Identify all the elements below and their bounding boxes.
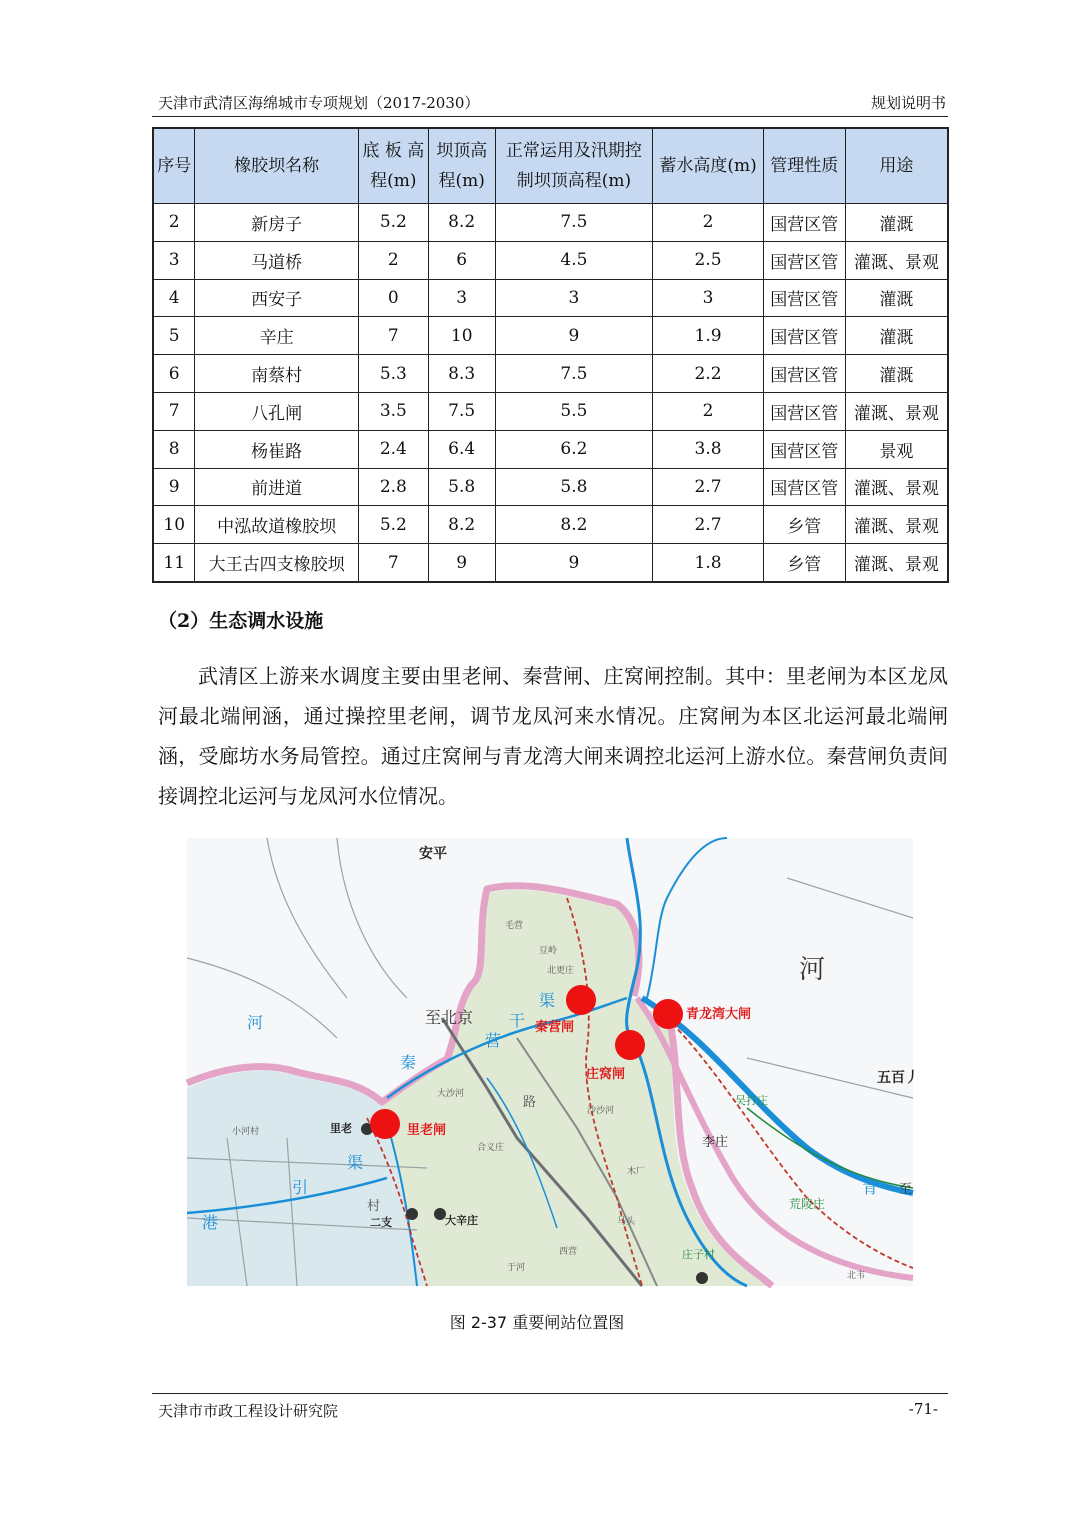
table-cell: 6 xyxy=(428,241,495,279)
table-cell: 5.2 xyxy=(358,204,428,242)
map-label-beigengzhuang: 北更庄 xyxy=(547,966,575,976)
col-header-crest-elev: 坝顶高程(m) xyxy=(428,128,495,204)
map-label-gang: 港 xyxy=(202,1213,219,1232)
table-cell: 2.2 xyxy=(653,355,764,393)
map-label-heyizhuang: 合义庄 xyxy=(477,1143,505,1153)
table-cell: 3 xyxy=(428,279,495,317)
table-row xyxy=(153,279,948,317)
table-cell: 7.5 xyxy=(495,204,653,242)
gate-marker-qinying xyxy=(566,985,596,1015)
col-header-floor-elev: 底 板 高程(m) xyxy=(358,128,428,204)
table-cell: 八孔闸 xyxy=(195,392,358,430)
table-row xyxy=(153,468,948,506)
table-cell: 乡管 xyxy=(763,544,845,582)
map-label-yin: 引 xyxy=(292,1178,309,1197)
table-cell: 国营区管 xyxy=(763,204,845,242)
map-label-qing: 青 xyxy=(862,1178,879,1197)
table-cell: 1.8 xyxy=(653,544,764,582)
table-cell: 灌溉 xyxy=(845,204,948,242)
table-cell: 5 xyxy=(153,317,195,355)
map-label-douling: 豆岭 xyxy=(539,946,558,956)
table-cell: 8.2 xyxy=(495,506,653,544)
map-label-huanglingzhuang: 荒陵庄 xyxy=(789,1197,826,1211)
map-label-lu: 路 xyxy=(523,1095,537,1110)
map-label-lizhuang: 李庄 xyxy=(702,1135,729,1150)
map-label-zhibeijing: 至北京 xyxy=(425,1008,474,1027)
map-label-beiwei: 北韦 xyxy=(847,1271,866,1281)
gate-label-lilao: 里老闸 xyxy=(407,1123,447,1138)
table-row xyxy=(153,355,948,393)
col-header-purpose: 用途 xyxy=(845,128,948,204)
map-label-maoying: 毛营 xyxy=(505,921,524,931)
table-cell: 灌溉 xyxy=(845,279,948,317)
station-icon xyxy=(696,1272,708,1284)
table-cell: 1.9 xyxy=(653,317,764,355)
table-cell: 2.5 xyxy=(653,241,764,279)
map-label-qin: 秦 xyxy=(400,1053,417,1072)
header-rule xyxy=(152,116,948,117)
table-cell: 8.2 xyxy=(428,204,495,242)
table-cell: 灌溉、景观 xyxy=(845,241,948,279)
table-cell: 国营区管 xyxy=(763,430,845,468)
table-header-row xyxy=(153,128,948,204)
table-cell: 3 xyxy=(653,279,764,317)
table-cell: 2.7 xyxy=(653,468,764,506)
table-cell: 辛庄 xyxy=(195,317,358,355)
header-title: 天津市武清区海绵城市专项规划（2017-2030） xyxy=(158,94,480,112)
table-cell: 乡管 xyxy=(763,506,845,544)
gate-location-map xyxy=(187,838,919,1286)
table-cell: 9 xyxy=(495,544,653,582)
table-cell: 6.4 xyxy=(428,430,495,468)
map-label-muchang: 木厂 xyxy=(627,1167,646,1177)
qinglongwan-river-upper xyxy=(647,838,727,998)
table-cell: 9 xyxy=(153,468,195,506)
map-label-dashahe: 大沙河 xyxy=(437,1089,465,1099)
col-header-control-elev: 正常运用及汛期控制坝顶高程(m) xyxy=(495,128,653,204)
map-label-xiaohecun: 小河村 xyxy=(232,1127,260,1137)
table-cell: 国营区管 xyxy=(763,355,845,393)
map-label-ying: 营 xyxy=(485,1031,502,1050)
table-cell: 国营区管 xyxy=(763,468,845,506)
table-cell: 8.3 xyxy=(428,355,495,393)
table-row xyxy=(153,317,948,355)
page-number: -71- xyxy=(908,1400,938,1418)
table-row xyxy=(153,204,948,242)
table-cell: 西安子 xyxy=(195,279,358,317)
table-cell: 前进道 xyxy=(195,468,358,506)
table-cell: 7.5 xyxy=(495,355,653,393)
map-label-shashahe: 沙沙河 xyxy=(587,1106,615,1116)
section-title: （2）生态调水设施 xyxy=(158,610,324,632)
table-cell: 9 xyxy=(495,317,653,355)
table-cell: 4.5 xyxy=(495,241,653,279)
table-cell: 灌溉、景观 xyxy=(845,506,948,544)
table-cell: 中泓故道橡胶坝 xyxy=(195,506,358,544)
table-cell: 2.8 xyxy=(358,468,428,506)
figure-caption: 图 2-37 重要闸站位置图 xyxy=(449,1313,625,1332)
header-section: 规划说明书 xyxy=(870,94,946,112)
table-cell: 8.2 xyxy=(428,506,495,544)
map-label-erzhi: 二支 xyxy=(370,1216,392,1229)
table-cell: 灌溉、景观 xyxy=(845,468,948,506)
map-label-qu-left: 渠 xyxy=(347,1153,364,1172)
station-icon xyxy=(434,1208,446,1220)
gate-marker-qinglongwan xyxy=(653,999,683,1029)
table-row xyxy=(153,392,948,430)
table-cell: 国营区管 xyxy=(763,392,845,430)
table-cell: 新房子 xyxy=(195,204,358,242)
footer-org: 天津市市政工程设计研究院 xyxy=(158,1402,339,1420)
gate-label-qinying: 秦营闸 xyxy=(535,1020,575,1035)
table-cell: 2 xyxy=(153,204,195,242)
rubber-dam-table xyxy=(152,127,949,583)
table-body xyxy=(153,204,948,582)
table-cell: 灌溉、景观 xyxy=(845,544,948,582)
table-row xyxy=(153,430,948,468)
table-cell: 7 xyxy=(358,317,428,355)
map-label-zhi: 至 xyxy=(899,1182,913,1197)
table-cell: 2 xyxy=(653,204,764,242)
table-cell: 5.8 xyxy=(428,468,495,506)
col-header-management: 管理性质 xyxy=(763,128,845,204)
gate-marker-zhuangwo xyxy=(615,1030,645,1060)
table-cell: 4 xyxy=(153,279,195,317)
table-cell: 2.7 xyxy=(653,506,764,544)
table-cell: 国营区管 xyxy=(763,279,845,317)
station-icon xyxy=(406,1208,418,1220)
table-cell: 国营区管 xyxy=(763,241,845,279)
table-cell: 7 xyxy=(358,544,428,582)
col-header-name: 橡胶坝名称 xyxy=(195,128,358,204)
table-cell: 景观 xyxy=(845,430,948,468)
map-label-he-left: 河 xyxy=(247,1013,264,1032)
green-line xyxy=(747,1108,913,1188)
table-cell: 2 xyxy=(358,241,428,279)
table-cell: 7.5 xyxy=(428,392,495,430)
map-label-gan: 干 xyxy=(509,1011,526,1030)
table-row xyxy=(153,544,948,582)
table-row xyxy=(153,506,948,544)
table-cell: 5.3 xyxy=(358,355,428,393)
table-cell: 7 xyxy=(153,392,195,430)
table-cell: 3.8 xyxy=(653,430,764,468)
gate-label-zhuangwo: 庄窝闸 xyxy=(586,1067,626,1082)
map-label-qu-top: 渠 xyxy=(539,991,556,1010)
gate-marker-lilao xyxy=(370,1109,400,1139)
table-cell: 5.5 xyxy=(495,392,653,430)
table-cell: 6 xyxy=(153,355,195,393)
map-label-wubai: 五百丿 xyxy=(877,1070,919,1086)
table-cell: 0 xyxy=(358,279,428,317)
table-cell: 9 xyxy=(428,544,495,582)
table-cell: 3 xyxy=(153,241,195,279)
map-label-he-right: 河 xyxy=(799,955,826,985)
body-paragraph: 武清区上游来水调度主要由里老闸、秦营闸、庄窝闸控制。其中：里老闸为本区龙凤河最北端闸涵，通过操控里老闸，调节龙凤河来水情况。庄窝闸为本区北运河最北端闸涵，受廊坊水务局管控。通过庄窝闸与青龙湾大闸来调控北运河上游水位。秦营闸负责间接调控北运河与龙凤河水位情况。 xyxy=(158,664,948,808)
table-cell: 8 xyxy=(153,430,195,468)
table-cell: 2.4 xyxy=(358,430,428,468)
map-label-xiying: 西营 xyxy=(559,1247,578,1257)
table-row xyxy=(153,241,948,279)
gate-label-qinglongwan: 青龙湾大闸 xyxy=(686,1007,752,1022)
map-label-matou: 马头 xyxy=(617,1217,636,1227)
map-label-li: 里老 xyxy=(330,1122,352,1135)
table-cell: 5.2 xyxy=(358,506,428,544)
map-label-wudazhuang: 吴打庄 xyxy=(735,1094,768,1107)
table-cell: 大王古四支橡胶坝 xyxy=(195,544,358,582)
map-label-yuhe: 于河 xyxy=(507,1263,526,1273)
table-cell: 灌溉、景观 xyxy=(845,392,948,430)
table-cell: 10 xyxy=(153,506,195,544)
map-label-zhuangzicun: 庄子村 xyxy=(682,1248,715,1261)
table-cell: 灌溉 xyxy=(845,317,948,355)
map-label-cun: 村 xyxy=(367,1199,381,1214)
table-cell: 杨崔路 xyxy=(195,430,358,468)
table-cell: 11 xyxy=(153,544,195,582)
col-header-index: 序号 xyxy=(153,128,195,204)
table-cell: 5.8 xyxy=(495,468,653,506)
table-cell: 2 xyxy=(653,392,764,430)
table-cell: 灌溉 xyxy=(845,355,948,393)
table-cell: 马道桥 xyxy=(195,241,358,279)
table-cell: 国营区管 xyxy=(763,317,845,355)
map-label-anping: 安平 xyxy=(419,846,447,862)
table-cell: 3.5 xyxy=(358,392,428,430)
map-svg xyxy=(187,838,919,1286)
table-cell: 南蔡村 xyxy=(195,355,358,393)
table-cell: 6.2 xyxy=(495,430,653,468)
col-header-storage-height: 蓄水高度(m) xyxy=(653,128,764,204)
table-cell: 10 xyxy=(428,317,495,355)
table-cell: 3 xyxy=(495,279,653,317)
map-label-daxinzhuang: 大辛庄 xyxy=(445,1214,478,1227)
footer-rule xyxy=(152,1393,948,1394)
